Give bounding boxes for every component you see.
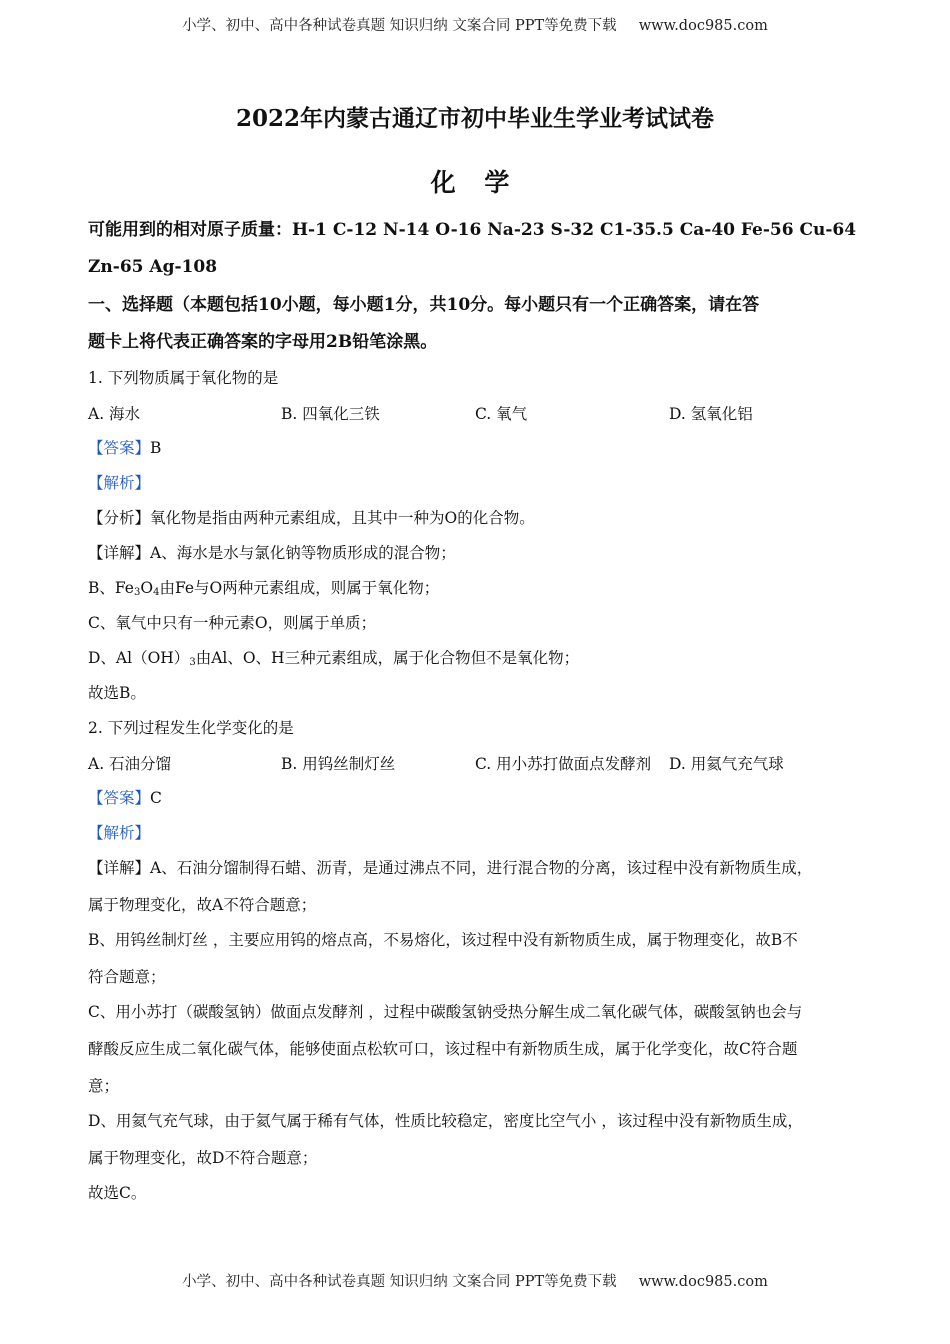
q1-answer-tag: 【答案】 [88,439,151,457]
q2-answer [88,787,868,809]
q2-line: 符合题意； [88,968,166,986]
q2-answer-tag: 【答案】 [88,789,151,807]
header-site-link[interactable]: www.doc985.com [638,18,768,34]
q1-stem: 1. 下列物质属于氧化物的是 [88,369,279,387]
q1-detail-b-sub1: 3 [133,587,141,598]
q1-detail-c: C、氧气中只有一种元素O，则属于单质； [88,614,377,632]
section-heading-line-1: 一、选择题（本题包括10小题，每小题1分，共10分。每小题只有一个正确答案，请在答 [88,295,760,315]
subject-title: 化 学 [430,168,520,197]
q1-detail-b-prefix: B、Fe [88,579,134,597]
q2-option-a: A. 石油分馏 [88,755,172,773]
footer-site-link[interactable]: www.doc985.com [638,1274,768,1290]
page-footer [0,1270,950,1291]
q2-option-b: B. 用钨丝制灯丝 [281,755,396,773]
q1-detail-d-prefix: D、Al（OH） [88,649,190,667]
q2-answer-value: C [150,789,162,807]
q2-line: 【详解】A、石油分馏制得石蜡、沥青，是通过沸点不同，进行混合物的分离，该过程中没有新物质生成， [88,859,813,877]
q1-option-c: C. 氧气 [475,405,528,423]
q2-option-d: D. 用氦气充气球 [669,755,784,773]
header-text: 小学、初中、高中各种试卷真题 知识归纳 文案合同 PPT等免费下载 [182,18,617,34]
q1-analysis-tag: 【解析】 [88,474,151,492]
document-title: 2022年内蒙古通辽市初中毕业生学业考试试卷 [235,105,714,132]
q2-line: D、用氦气充气球，由于氦气属于稀有气体，性质比较稳定，密度比空气小 ，该过程中没有新物质生成， [88,1112,803,1130]
q1-detail-d-rest: 由Al、O、H三种元素组成，属于化合物但不是氧化物； [195,649,580,667]
q1-detail-d-sub: 3 [189,657,196,668]
q1-answer [88,437,868,459]
q1-option-b: B. 四氧化三铁 [281,405,380,423]
q1-answer-value: B [150,439,162,457]
q1-detail-b [88,577,868,604]
q2-stem: 2. 下列过程发生化学变化的是 [88,719,294,737]
q1-detail-b-mid: O [140,579,154,597]
atomic-masses-line-2: Zn-65 Ag-108 [88,257,218,277]
page-header [0,14,950,35]
q1-detail-d [88,647,868,674]
q1-detail-b-sub2: 4 [153,587,160,598]
q2-analysis-tag: 【解析】 [88,824,151,842]
section-heading-line-2: 题卡上将代表正确答案的字母用2B铅笔涂黑。 [88,332,438,352]
q2-line: B、用钨丝制灯丝 ，主要应用钨的熔点高，不易熔化，该过程中没有新物质生成，属于物理变化，故B不 [88,931,798,949]
q2-line: C、用小苏打（碳酸氢钠）做面点发酵剂 ，过程中碳酸氢钠受热分解生成二氧化碳气体，碳酸氢钠也会与 [88,1003,803,1021]
atomic-masses-line-1: 可能用到的相对原子质量：H-1 C-12 N-14 O-16 Na-23 S-32 C1-35.5 Ca-40 Fe-56 Cu-64 [88,220,857,240]
footer-text: 小学、初中、高中各种试卷真题 知识归纳 文案合同 PPT等免费下载 [182,1274,617,1290]
q2-line: 属于物理变化，故D不符合题意； [88,1149,318,1167]
q2-line: 意； [88,1077,120,1095]
q1-option-d: D. 氢氧化铝 [669,405,753,423]
q2-option-c: C. 用小苏打做面点发酵剂 [475,755,652,773]
q1-option-a: A. 海水 [88,405,141,423]
q2-line: 酵酸反应生成二氧化碳气体，能够使面点松软可口，该过程中有新物质生成，属于化学变化，故C符合题 [88,1040,798,1058]
q1-conclusion: 故选B。 [88,684,146,702]
q1-detail-a: 【详解】A、海水是水与氯化钠等物质形成的混合物； [88,544,456,562]
q1-detail-b-rest: 由Fe与O两种元素组成，则属于氧化物； [159,579,440,597]
q2-line: 属于物理变化，故A不符合题意； [88,896,317,914]
q1-fenxi: 【分析】氧化物是指由两种元素组成，且其中一种为O的化合物。 [88,509,535,527]
q2-line: 故选C。 [88,1184,147,1202]
